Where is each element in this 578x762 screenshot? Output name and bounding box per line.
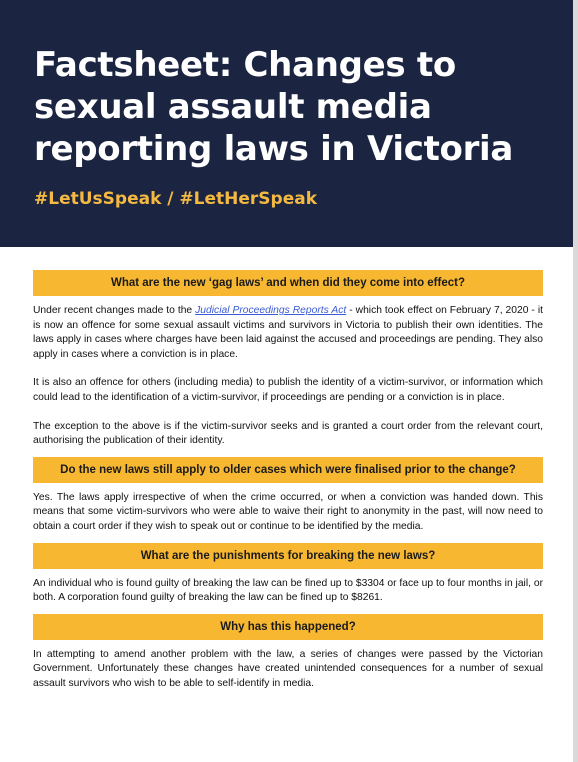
- page-edge-bar: [573, 0, 578, 762]
- section-heading-punishments: What are the punishments for breaking the new laws?: [33, 543, 543, 569]
- header-banner: [0, 0, 573, 247]
- section-heading-older-cases: Do the new laws still apply to older cases which were finalised prior to the change?: [33, 457, 543, 483]
- hashtags: #LetUsSpeak / #LetHerSpeak: [34, 189, 318, 209]
- paragraph: Yes. The laws apply irrespective of when the crime occurred, or when a conviction was handed down. This means that some victim-survivors who were able to waive their right to anonymity in the past, will now need to obtain a court order if they wish to speak out or continue to be identified by the media.: [33, 491, 543, 532]
- paragraph: In attempting to amend another problem with the law, a series of changes were passed by the Victorian Government. Unfortunately these changes have created unintended consequences for a number of sexual assault survivors who wish to be able to self-identify in media.: [33, 648, 543, 689]
- paragraph: [33, 304, 543, 362]
- section-heading-why: Why has this happened?: [33, 614, 543, 640]
- section-heading-gag-laws: What are the new ‘gag laws’ and when did they come into effect?: [33, 270, 543, 296]
- paragraph: The exception to the above is if the victim-survivor seeks and is granted a court order from the relevant court, authorising the publication of their identity.: [33, 420, 543, 447]
- paragraph-text: - which took effect on February 7, 2020 - it is now an offence for some sexual assault victims and survivors in Victoria to publish their own identities. The laws apply in cases where charges have been laid against the accused and proceedings are pending. They also apply in cases where a conviction is in place.: [33, 305, 543, 360]
- paragraph: It is also an offence for others (including media) to publish the identity of a victim-survivor, or information which could lead to the identification of a victim-survivor, if proceedings are pending or a conviction is in place.: [33, 377, 543, 403]
- act-link[interactable]: Judicial Proceedings Reports Act: [195, 305, 347, 316]
- main-content: [33, 270, 543, 706]
- page-title: Factsheet: Changes to sexual assault media reporting laws in Victoria: [34, 45, 514, 169]
- paragraph-text: Under recent changes made to the: [33, 305, 196, 316]
- paragraph: An individual who is found guilty of breaking the law can be fined up to $3304 or face up to four months in jail, or both. A corporation found guilty of breaking the law can be fined up to $8261.: [33, 577, 544, 604]
